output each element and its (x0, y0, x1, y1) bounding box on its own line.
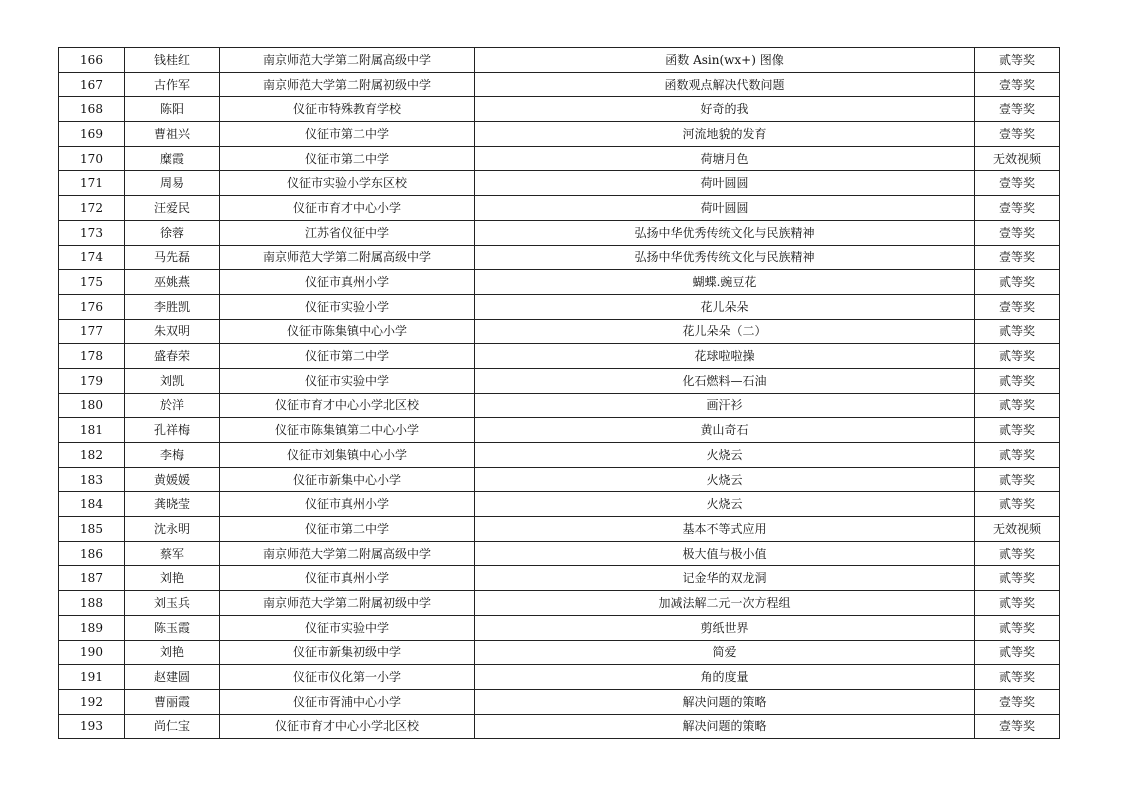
cell-number: 173 (59, 220, 125, 245)
cell-award: 贰等奖 (975, 270, 1060, 295)
table-row (59, 393, 1060, 418)
table-row (59, 689, 1060, 714)
cell-award: 壹等奖 (975, 171, 1060, 196)
cell-number: 170 (59, 146, 125, 171)
cell-lesson-title: 解决问题的策略 (475, 714, 975, 739)
award-table-body (59, 48, 1060, 739)
cell-number: 171 (59, 171, 125, 196)
table-row (59, 72, 1060, 97)
cell-lesson-title: 蝴蝶.豌豆花 (475, 270, 975, 295)
cell-award: 壹等奖 (975, 294, 1060, 319)
cell-award: 贰等奖 (975, 393, 1060, 418)
cell-award: 贰等奖 (975, 368, 1060, 393)
cell-award: 壹等奖 (975, 220, 1060, 245)
table-row (59, 591, 1060, 616)
cell-school: 仪征市实验小学 (220, 294, 475, 319)
cell-award: 贰等奖 (975, 541, 1060, 566)
cell-award: 贰等奖 (975, 443, 1060, 468)
cell-teacher-name: 盛春荣 (125, 344, 220, 369)
cell-number: 167 (59, 72, 125, 97)
cell-lesson-title: 荷塘月色 (475, 146, 975, 171)
cell-lesson-title: 化石燃料—石油 (475, 368, 975, 393)
cell-teacher-name: 汪爱民 (125, 196, 220, 221)
cell-number: 183 (59, 467, 125, 492)
cell-lesson-title: 函数 Asin(wx+) 图像 (475, 48, 975, 73)
cell-teacher-name: 刘艳 (125, 640, 220, 665)
cell-number: 191 (59, 665, 125, 690)
cell-teacher-name: 曹祖兴 (125, 122, 220, 147)
cell-number: 177 (59, 319, 125, 344)
cell-school: 仪征市刘集镇中心小学 (220, 443, 475, 468)
cell-number: 187 (59, 566, 125, 591)
cell-school: 仪征市新集初级中学 (220, 640, 475, 665)
cell-award: 贰等奖 (975, 48, 1060, 73)
table-row (59, 171, 1060, 196)
cell-teacher-name: 陈阳 (125, 97, 220, 122)
cell-teacher-name: 朱双明 (125, 319, 220, 344)
cell-award: 无效视频 (975, 517, 1060, 542)
cell-teacher-name: 钱桂红 (125, 48, 220, 73)
cell-teacher-name: 刘艳 (125, 566, 220, 591)
cell-award: 无效视频 (975, 146, 1060, 171)
cell-award: 贰等奖 (975, 467, 1060, 492)
cell-school: 仪征市胥浦中心小学 (220, 689, 475, 714)
cell-lesson-title: 花儿朵朵 (475, 294, 975, 319)
table-row (59, 97, 1060, 122)
cell-school: 仪征市第二中学 (220, 517, 475, 542)
cell-number: 193 (59, 714, 125, 739)
cell-school: 仪征市育才中心小学 (220, 196, 475, 221)
cell-teacher-name: 古作军 (125, 72, 220, 97)
cell-number: 178 (59, 344, 125, 369)
table-row (59, 245, 1060, 270)
cell-lesson-title: 弘扬中华优秀传统文化与民族精神 (475, 220, 975, 245)
cell-award: 贰等奖 (975, 492, 1060, 517)
cell-number: 188 (59, 591, 125, 616)
cell-school: 仪征市特殊教育学校 (220, 97, 475, 122)
cell-teacher-name: 孔祥梅 (125, 418, 220, 443)
table-row (59, 146, 1060, 171)
table-row (59, 270, 1060, 295)
cell-lesson-title: 河流地貌的发育 (475, 122, 975, 147)
cell-award: 贰等奖 (975, 615, 1060, 640)
cell-teacher-name: 周易 (125, 171, 220, 196)
cell-teacher-name: 沈永明 (125, 517, 220, 542)
cell-lesson-title: 极大值与极小值 (475, 541, 975, 566)
table-row (59, 443, 1060, 468)
cell-school: 仪征市真州小学 (220, 492, 475, 517)
cell-award: 壹等奖 (975, 72, 1060, 97)
cell-school: 仪征市第二中学 (220, 122, 475, 147)
cell-lesson-title: 加减法解二元一次方程组 (475, 591, 975, 616)
cell-teacher-name: 蔡军 (125, 541, 220, 566)
cell-teacher-name: 龚晓莹 (125, 492, 220, 517)
cell-lesson-title: 花儿朵朵（二） (475, 319, 975, 344)
cell-number: 179 (59, 368, 125, 393)
cell-number: 166 (59, 48, 125, 73)
cell-number: 175 (59, 270, 125, 295)
table-row (59, 467, 1060, 492)
cell-lesson-title: 剪纸世界 (475, 615, 975, 640)
table-row (59, 220, 1060, 245)
cell-number: 189 (59, 615, 125, 640)
table-row (59, 48, 1060, 73)
cell-award: 贰等奖 (975, 418, 1060, 443)
cell-award: 壹等奖 (975, 97, 1060, 122)
cell-lesson-title: 记金华的双龙洞 (475, 566, 975, 591)
cell-award: 贰等奖 (975, 344, 1060, 369)
cell-lesson-title: 荷叶圆圆 (475, 171, 975, 196)
cell-lesson-title: 好奇的我 (475, 97, 975, 122)
cell-school: 仪征市真州小学 (220, 270, 475, 295)
cell-award: 贰等奖 (975, 566, 1060, 591)
cell-award: 壹等奖 (975, 689, 1060, 714)
table-row (59, 665, 1060, 690)
cell-award: 壹等奖 (975, 196, 1060, 221)
cell-teacher-name: 赵建圆 (125, 665, 220, 690)
cell-teacher-name: 李梅 (125, 443, 220, 468)
cell-award: 壹等奖 (975, 122, 1060, 147)
table-row (59, 368, 1060, 393)
cell-number: 176 (59, 294, 125, 319)
cell-school: 仪征市实验小学东区校 (220, 171, 475, 196)
cell-lesson-title: 简爱 (475, 640, 975, 665)
cell-teacher-name: 刘凯 (125, 368, 220, 393)
cell-lesson-title: 黄山奇石 (475, 418, 975, 443)
cell-school: 南京师范大学第二附属高级中学 (220, 245, 475, 270)
cell-school: 仪征市实验中学 (220, 368, 475, 393)
cell-number: 190 (59, 640, 125, 665)
cell-teacher-name: 黄媛媛 (125, 467, 220, 492)
table-row (59, 122, 1060, 147)
cell-number: 192 (59, 689, 125, 714)
cell-school: 南京师范大学第二附属初级中学 (220, 72, 475, 97)
cell-lesson-title: 荷叶圆圆 (475, 196, 975, 221)
cell-award: 贰等奖 (975, 591, 1060, 616)
cell-teacher-name: 刘玉兵 (125, 591, 220, 616)
cell-award: 贰等奖 (975, 319, 1060, 344)
cell-number: 184 (59, 492, 125, 517)
cell-school: 仪征市育才中心小学北区校 (220, 393, 475, 418)
cell-number: 180 (59, 393, 125, 418)
cell-school: 南京师范大学第二附属高级中学 (220, 48, 475, 73)
table-row (59, 319, 1060, 344)
cell-teacher-name: 马先磊 (125, 245, 220, 270)
cell-award: 贰等奖 (975, 640, 1060, 665)
cell-number: 172 (59, 196, 125, 221)
cell-number: 168 (59, 97, 125, 122)
cell-teacher-name: 糜霞 (125, 146, 220, 171)
cell-lesson-title: 弘扬中华优秀传统文化与民族精神 (475, 245, 975, 270)
cell-teacher-name: 尚仁宝 (125, 714, 220, 739)
cell-school: 仪征市仪化第一小学 (220, 665, 475, 690)
cell-award: 壹等奖 (975, 245, 1060, 270)
table-row (59, 541, 1060, 566)
cell-school: 仪征市第二中学 (220, 146, 475, 171)
cell-lesson-title: 函数观点解决代数问题 (475, 72, 975, 97)
cell-lesson-title: 基本不等式应用 (475, 517, 975, 542)
cell-lesson-title: 角的度量 (475, 665, 975, 690)
cell-number: 181 (59, 418, 125, 443)
cell-teacher-name: 巫姚燕 (125, 270, 220, 295)
table-row (59, 640, 1060, 665)
table-row (59, 492, 1060, 517)
cell-number: 186 (59, 541, 125, 566)
cell-lesson-title: 画汗衫 (475, 393, 975, 418)
cell-number: 182 (59, 443, 125, 468)
cell-school: 南京师范大学第二附属高级中学 (220, 541, 475, 566)
cell-number: 185 (59, 517, 125, 542)
cell-school: 仪征市陈集镇中心小学 (220, 319, 475, 344)
cell-school: 仪征市新集中心小学 (220, 467, 475, 492)
cell-number: 169 (59, 122, 125, 147)
cell-teacher-name: 徐蓉 (125, 220, 220, 245)
cell-school: 仪征市陈集镇第二中心小学 (220, 418, 475, 443)
table-row (59, 418, 1060, 443)
cell-teacher-name: 曹丽霞 (125, 689, 220, 714)
cell-award: 壹等奖 (975, 714, 1060, 739)
cell-lesson-title: 火烧云 (475, 492, 975, 517)
table-row (59, 714, 1060, 739)
cell-school: 仪征市第二中学 (220, 344, 475, 369)
cell-teacher-name: 陈玉霞 (125, 615, 220, 640)
cell-teacher-name: 李胜凯 (125, 294, 220, 319)
cell-award: 贰等奖 (975, 665, 1060, 690)
cell-school: 仪征市育才中心小学北区校 (220, 714, 475, 739)
cell-lesson-title: 花球啦啦操 (475, 344, 975, 369)
table-row (59, 294, 1060, 319)
cell-lesson-title: 火烧云 (475, 467, 975, 492)
cell-lesson-title: 火烧云 (475, 443, 975, 468)
table-row (59, 517, 1060, 542)
table-row (59, 566, 1060, 591)
cell-school: 江苏省仪征中学 (220, 220, 475, 245)
table-row (59, 196, 1060, 221)
cell-school: 仪征市实验中学 (220, 615, 475, 640)
cell-teacher-name: 於洋 (125, 393, 220, 418)
cell-school: 仪征市真州小学 (220, 566, 475, 591)
table-row (59, 344, 1060, 369)
cell-lesson-title: 解决问题的策略 (475, 689, 975, 714)
award-table (58, 47, 1060, 739)
cell-number: 174 (59, 245, 125, 270)
cell-school: 南京师范大学第二附属初级中学 (220, 591, 475, 616)
table-row (59, 615, 1060, 640)
